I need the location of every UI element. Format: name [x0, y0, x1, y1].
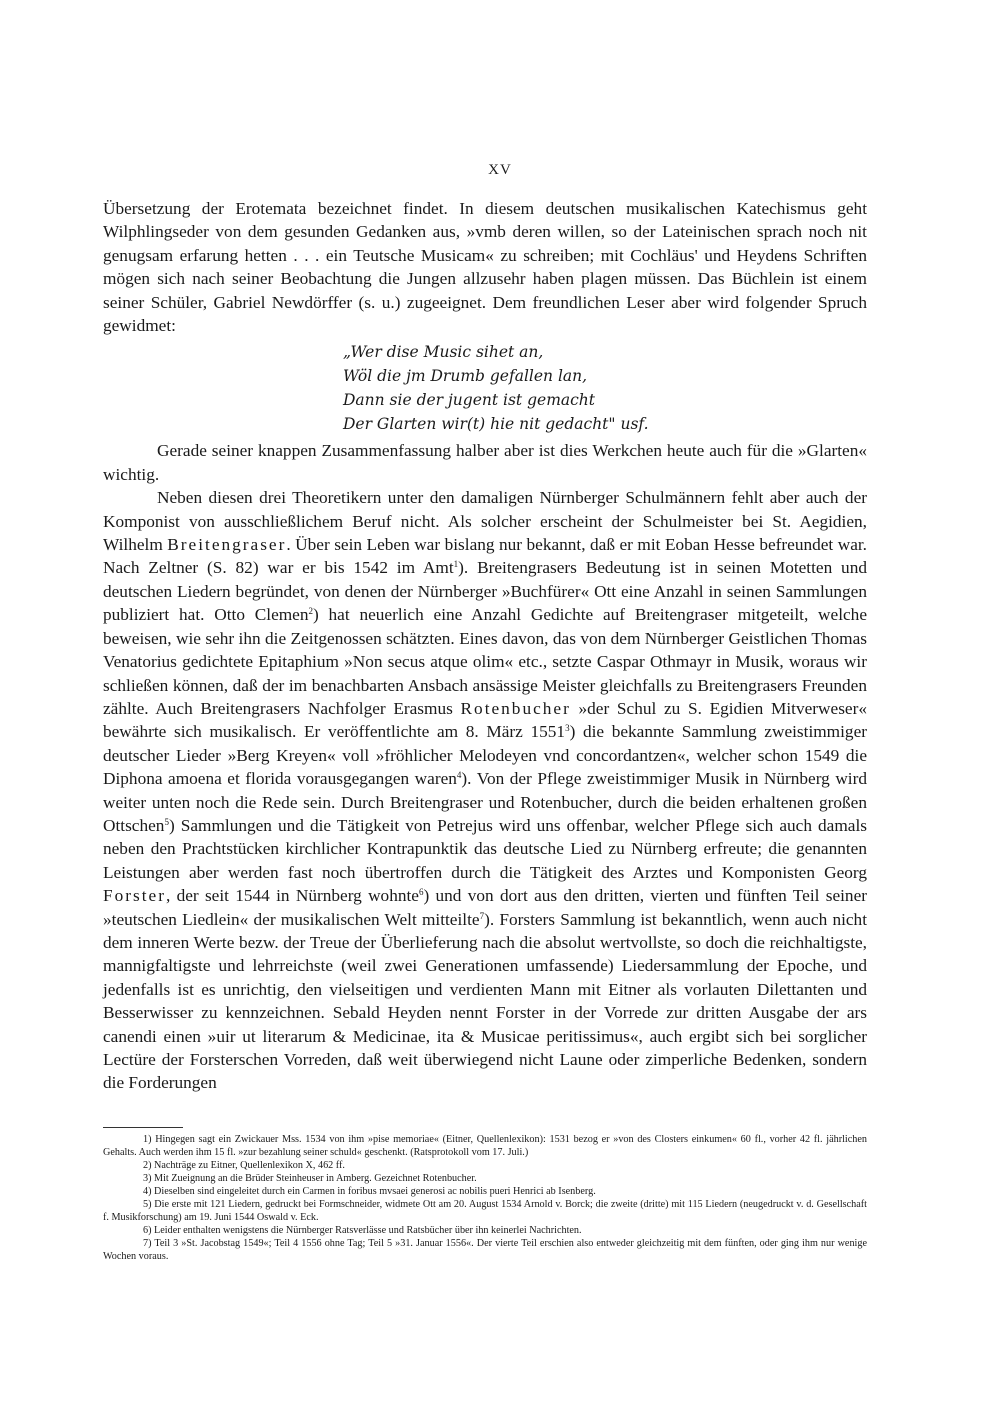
footnote: 3) Mit Zueignung an die Brüder Steinheuser in Amberg. Gezeichnet Rotenbucher.	[143, 1173, 477, 1184]
footnote-ref: 1	[453, 559, 459, 570]
footnote: 4) Dieselben sind eingeleitet durch ein Carmen in foribus mvsaei generosi ac nobilis pueri Henrici ab Isenberg.	[143, 1186, 596, 1197]
text-run: Neben diesen drei Theoretikern unter den damaligen Nürnberger Schulmännern fehlt aber auch der Komponist von ausschließlichem Beruf nicht. Als solcher erscheint der Schulmeister bei St. Aegidien, Wilhelm	[103, 488, 867, 555]
text-run: ). Forsters Sammlung ist bekanntlich, wenn auch nicht dem inneren Werte bezw. der Treue der Überlieferung nach die absolut wertvollste, so doch die reichhaltigste, mannigfaltigste und lehrreichste (weil zwei Generationen umfassende) Liedersammlung der Epoche, und jedenfalls ist es unrichtig, den vielseitigen und verdienten Mann mit Eitner als vorlauten Dilettanten und Besserwisser zu kennzeichnen. Sebald Heyden nennt Forster in der Vorrede zur dritten Ausgabe der ars canendi einen »uir ut literarum & Medicinae, ita & Musicae peritissimus«, auch ergibt sich bei sorglicher Lectüre der Forsterschen Vorreden, daß weit überwiegend nicht Laune oder zimperliche Bedenken, sondern die Forderungen	[103, 909, 868, 1093]
paragraph-1: Übersetzung der Erotemata bezeichnet findet. In diesem deutschen musikalischen Katechismus geht Wilphlingseder von dem gesunden Gedanken aus, »vmb deren willen, so der Lateinischen sprach noch nit genugsam erfarung hetten . . . ein Teutsche Musicam« zu schreiben; mit Cochläus' und Heydens Schriften mögen sich nach seiner Beobachtung die Jungen allzusehr haben plagen müssen. Das Büchlein ist einem seiner Schüler, Gabriel Newdörffer (s. u.) zugeeignet. Dem freundlichen Leser aber wird folgender Spruch gewidmet:	[103, 199, 867, 336]
footnote-divider	[103, 1127, 183, 1128]
footnote: 2) Nachträge zu Eitner, Quellenlexikon X, 462 ff.	[143, 1160, 345, 1171]
footnote: 7) Teil 3 »St. Jacobstag 1549«; Teil 4 1556 ohne Tag; Teil 5 »31. Januar 1556«. Der vierte Teil erschien also entweder gleichzeitig mit dem fünften, oder ging ihm nur wenige Wochen voraus.	[103, 1238, 867, 1262]
footnote-ref: 2	[308, 606, 313, 617]
footnote: 6) Leider enthalten wenigstens die Nürnberger Ratsverlässe und Ratsbücher über ihn keinerlei Nachrichten.	[143, 1225, 582, 1236]
paragraph-3	[103, 486, 867, 1095]
name-rotenbucher: Rotenbucher	[460, 698, 571, 718]
footnote: 1) Hingegen sagt ein Zwickauer Mss. 1534 von ihm »pise memoriae« (Eitner, Quellenlexikon): 1531 bezog er »von des Closters einkumen« 60 fl., vorher 42 fl. jährlichen Gehalts. Auch werden ihm 15 fl. »zur bezahlung seiner schuld« geschenkt. (Ratsprotokoll vom 17. Juli.)	[103, 1134, 867, 1158]
verse-line: „Wer dise Music sihet an,	[343, 343, 544, 362]
footnote-ref: 7	[479, 910, 485, 921]
text-run: ) hat neuerlich eine Anzahl Gedichte auf Breitengraser mitgeteilt, welche beweisen, wie sehr ihn die Zeitgenossen schätzten. Eines davon, das von dem Nürnberger Geistlichen Thomas Venatorius gedichtete Epitaphium »Non secus atque olim« etc., setzte Caspar Othmayr in Musik, woraus wir schließen können, daß der im benachbarten Ansbach ansässige Meister gleichfalls zu Breitengrasers Freunden zählte. Auch Breitengrasers Nachfolger Erasmus	[103, 605, 867, 718]
verse-block	[343, 340, 867, 436]
text-run: ) und von dort aus den dritten, vierten und fünften Teil seiner »teutschen Liedlein« der musikalischen Welt mitteilte	[103, 886, 867, 929]
page-number: XV	[488, 162, 512, 178]
footnote: 5) Die erste mit 121 Liedern, gedruckt bei Formschneider, widmete Ott am 20. August 1534 Arnold v. Borck; die zweite (dritte) mit 115 Liedern (neugedruckt v. d. Gesellschaft f. Musikforschung) am 19. Juni 1544 Oswald v. Eck.	[103, 1199, 867, 1223]
name-forster: Forster	[103, 886, 166, 906]
footnote-ref: 4	[456, 770, 462, 781]
text-run: »der Schul zu S. Egidien Mitverweser« bewährte sich musikalisch. Er veröffentlichte am 8. März 1551	[103, 698, 867, 742]
footnote-ref: 3	[565, 723, 570, 734]
footnote-ref: 5	[164, 816, 169, 827]
verse-line: Dann sie der jugent ist gemacht	[343, 391, 596, 410]
paragraph-2: Gerade seiner knappen Zusammenfassung halber aber ist dies Werkchen heute auch für die »Glarten« wichtig.	[103, 441, 867, 484]
text-run: ). Breitengrasers Bedeutung ist in seinen Motetten und deutschen Liedern begründet, von denen der Nürnberger »Buchfürer« Ott eine Anzahl in seinen Sammlungen publiziert hat. Otto Clemen	[103, 558, 867, 625]
footnotes	[103, 1133, 867, 1263]
verse-line: Wöl die jm Drumb gefallen lan,	[343, 367, 588, 386]
verse-line: Der Glarten wir(t) hie nit gedacht" usf.	[343, 415, 649, 434]
text-run: ) die bekannte Sammlung zweistimmiger deutscher Lieder »Berg Kreyen« voll »fröhlicher Melodeyen vnd concordantzen«, welcher schon 1549 die Diphona amoena et florida vorausgegangen waren	[103, 722, 867, 789]
text-run: , der seit 1544 in Nürnberg wohnte	[165, 886, 419, 906]
name-breitengraser: Breitengraser	[167, 535, 287, 555]
footnote-ref: 6	[418, 887, 424, 898]
main-text	[103, 197, 867, 1095]
text-run: ). Von der Pflege zweistimmiger Musik in Nürnberg wird weiter unten noch die Rede sein. Durch Breitengraser und Rotenbucher, durch die beiden erhaltenen großen Ottschen	[103, 769, 867, 835]
text-run: . Über sein Leben war bislang nur bekannt, daß er mit Eoban Hesse befreundet war. Nach Zeltner (S. 82) war er bis 1542 im Amt	[103, 535, 867, 578]
text-run: ) Sammlungen und die Tätigkeit von Petrejus wird uns offenbar, welcher Pflege sich auch damals neben den Prachtstücken kirchlicher Kontrapunktik das deutsche Lied zu Nürnberg erfreute; die genannten Leistungen aber werden fast noch übertroffen durch die Tätigkeit des Arztes und Komponisten Georg	[103, 815, 867, 882]
